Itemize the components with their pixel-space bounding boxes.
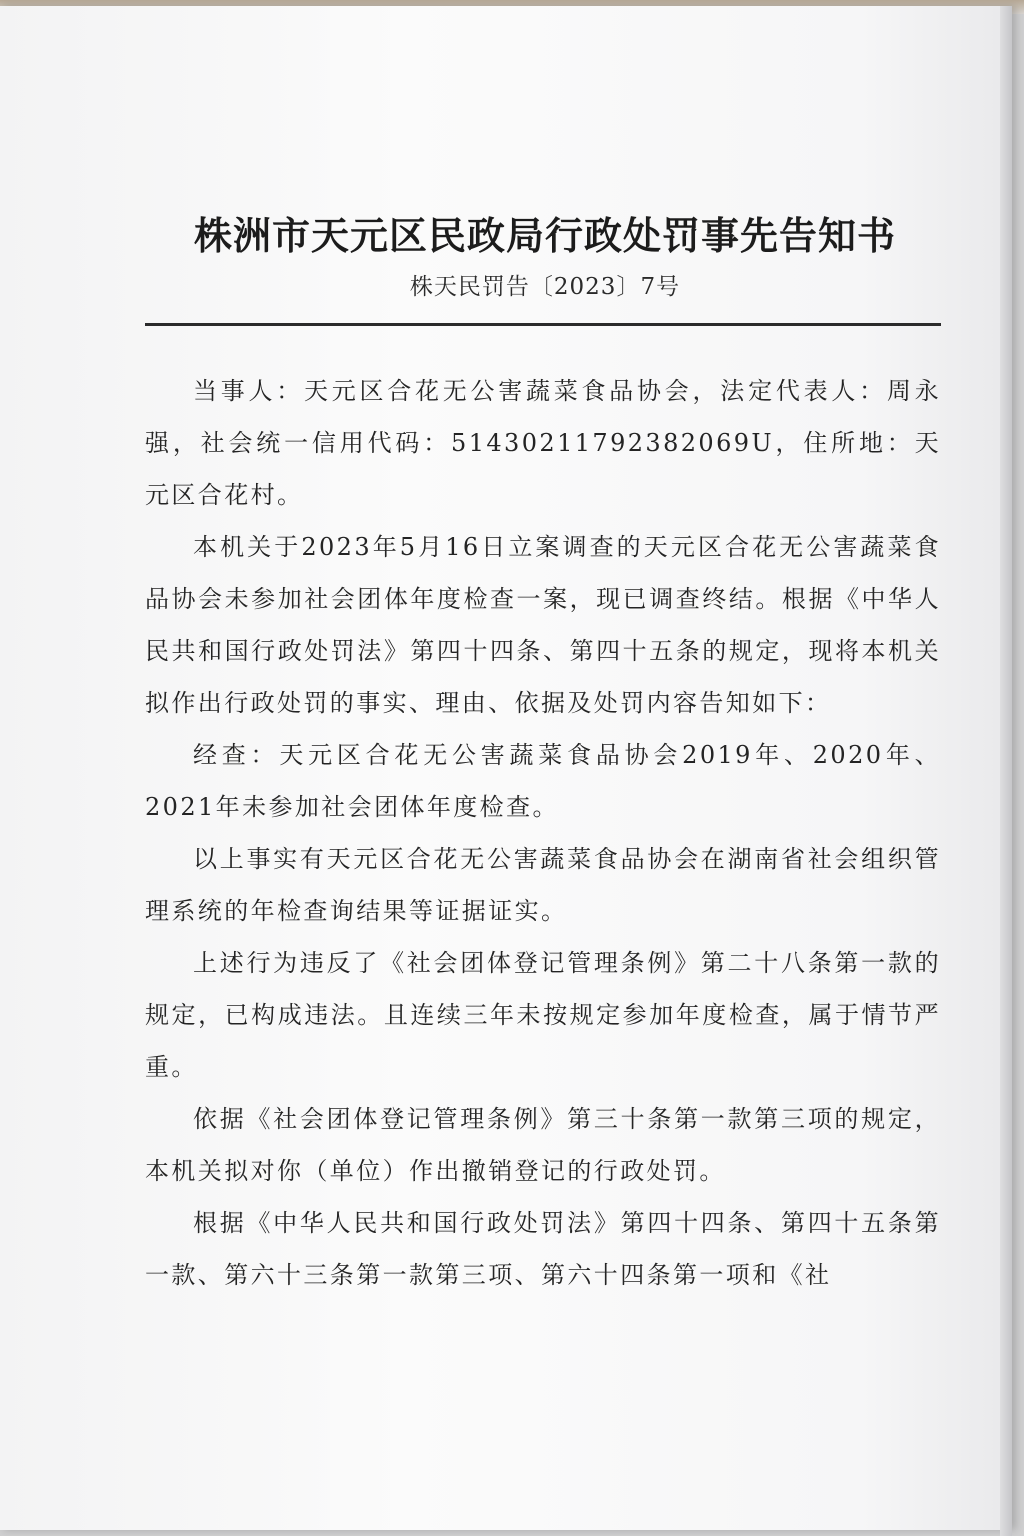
document-number: 株天民罚告〔2023〕7号: [409, 274, 681, 300]
party-paragraph: 当事人：天元区合花无公害蔬菜食品协会，法定代表人：周永强，社会统一信用代码：51430211792382069U，住所地：天元区合花村。: [145, 377, 941, 509]
penalty-paragraph: 依据《社会团体登记管理条例》第三十条第一款第三项的规定，本机关拟对你（单位）作出撤销登记的行政处罚。: [145, 1105, 941, 1185]
findings-paragraph: 经查：天元区合花无公害蔬菜食品协会2019年、2020年、2021年未参加社会团体年度检查。: [145, 741, 941, 821]
document-body: [145, 365, 941, 1301]
header-divider: [145, 323, 941, 326]
case-paragraph: 本机关于2023年5月16日立案调查的天元区合花无公害蔬菜食品协会未参加社会团体年度检查一案，现已调查终结。根据《中华人民共和国行政处罚法》第四十四条、第四十五条的规定，现将本机关拟作出行政处罚的事实、理由、依据及处罚内容告知如下：: [145, 533, 941, 717]
violation-paragraph: 上述行为违反了《社会团体登记管理条例》第二十八条第一款的规定，已构成违法。且连续三年未按规定参加年度检查，属于情节严重。: [145, 949, 941, 1081]
evidence-paragraph: 以上事实有天元区合花无公害蔬菜食品协会在湖南省社会组织管理系统的年检查询结果等证据证实。: [145, 845, 941, 925]
document-title: 株洲市天元区民政局行政处罚事先告知书: [193, 213, 896, 258]
legal-basis-paragraph: 根据《中华人民共和国行政处罚法》第四十四条、第四十五条第一款、第六十三条第一款第三项、第六十四条第一项和《社: [145, 1209, 941, 1289]
paper-stack-edge: [1000, 6, 1012, 1536]
